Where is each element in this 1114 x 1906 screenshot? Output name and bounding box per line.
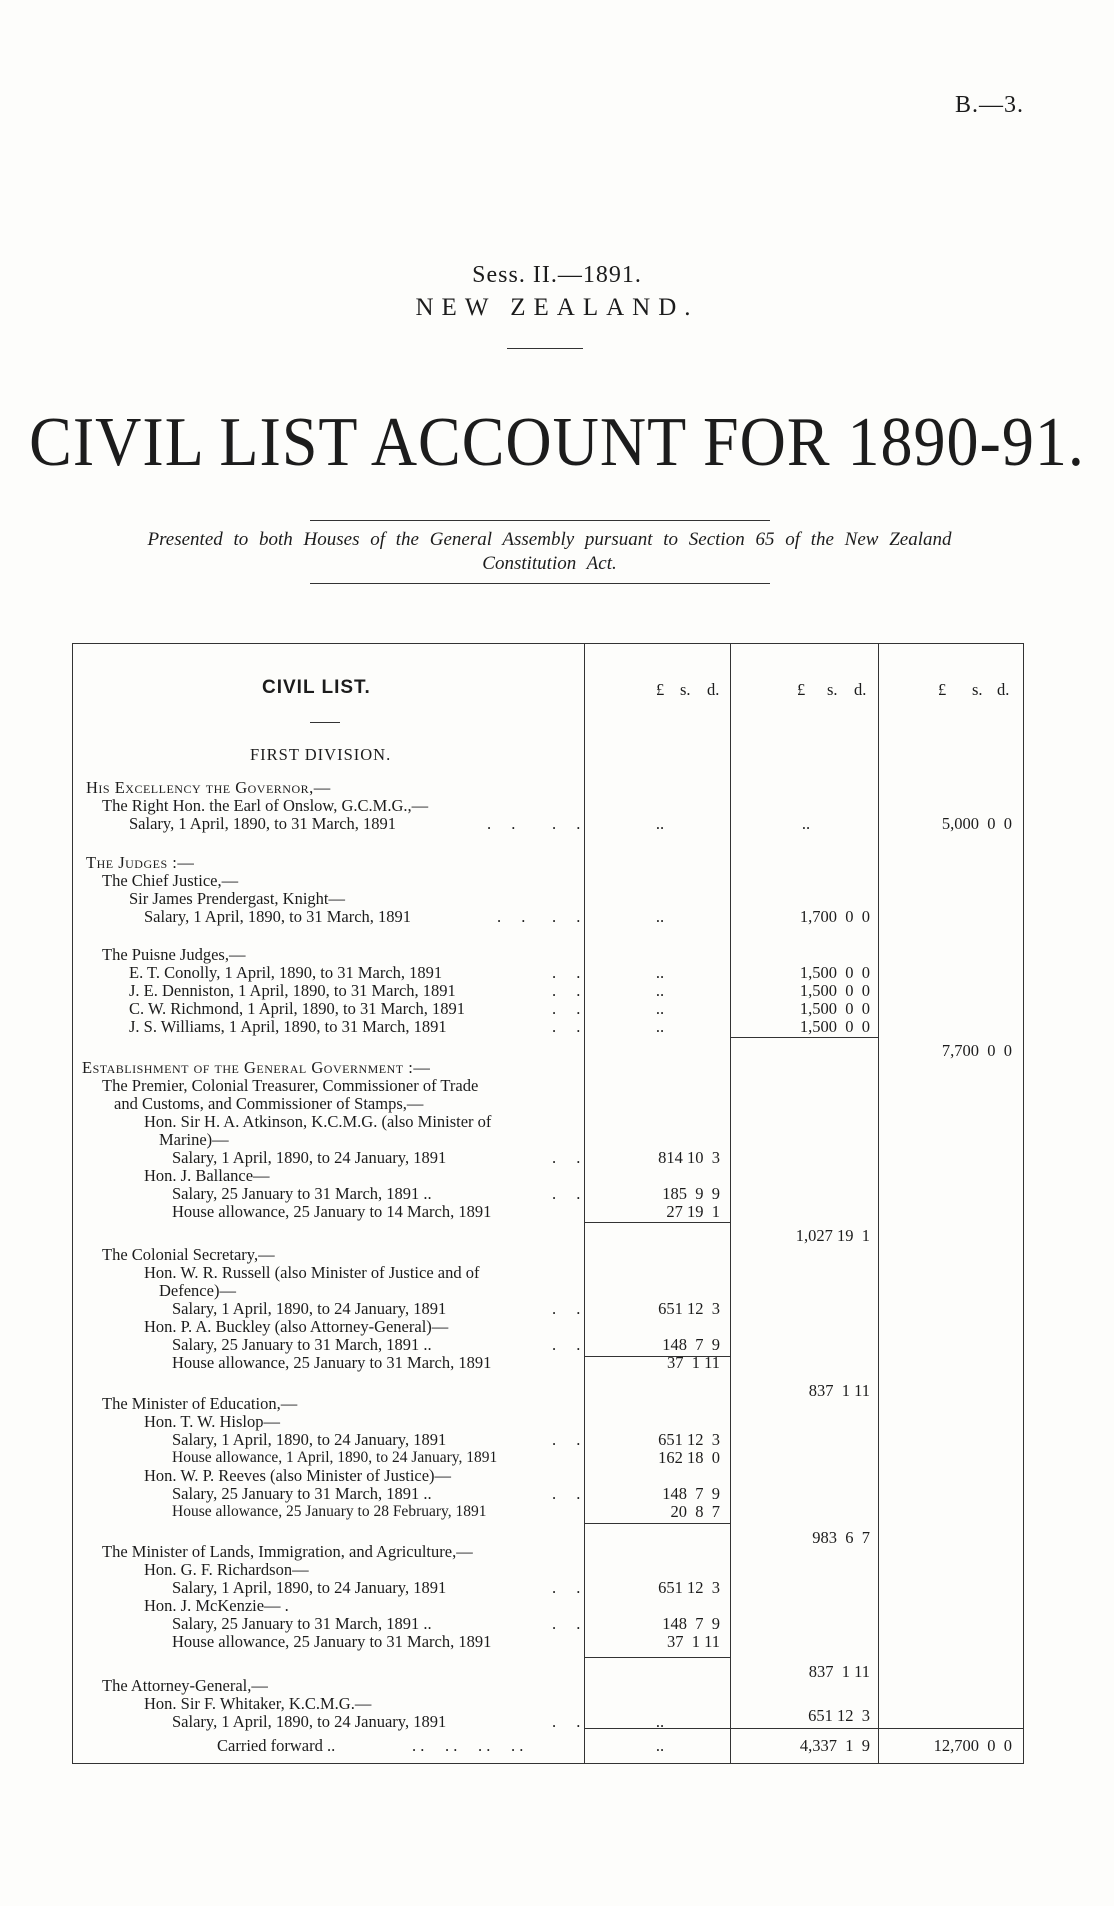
governor-name: The Right Hon. the Earl of Onslow, G.C.M.G.,— <box>102 796 429 815</box>
attorney-p1-name: Hon. Sir F. Whitaker, K.C.M.G.— <box>144 1694 372 1713</box>
rule-judges-end <box>731 1037 878 1038</box>
table-left-rule <box>72 643 73 1764</box>
rule-carried-col3 <box>879 1728 1023 1729</box>
education-p2-house-amount: 20 8 7 <box>670 1502 720 1521</box>
governor-col2: .. <box>801 814 811 833</box>
puisne-title: The Puisne Judges,— <box>102 945 246 964</box>
education-p2-salary: Salary, 25 January to 31 March, 1891 .. <box>172 1484 432 1503</box>
session-line: Sess. II.—1891. <box>472 262 642 288</box>
lands-total: 837 1 11 <box>808 1662 870 1681</box>
chief-justice-title: The Chief Justice,— <box>102 871 239 890</box>
education-p2-name: Hon. W. P. Reeves (also Minister of Justice)— <box>144 1466 452 1485</box>
colonial-p2-name: Hon. P. A. Buckley (also Attorney-General)— <box>144 1317 449 1336</box>
education-p1-salary: Salary, 1 April, 1890, to 24 January, 1891 <box>172 1430 447 1449</box>
lands-p2-salary: Salary, 25 January to 31 March, 1891 .. <box>172 1614 432 1633</box>
leader-dots: . . <box>552 1184 589 1203</box>
leader-dots: . . <box>552 999 589 1018</box>
premier-p2-house: House allowance, 25 January to 14 March, 1891 <box>172 1202 492 1221</box>
leader-dots: . . <box>552 1614 589 1633</box>
colonial-p2-house: House allowance, 25 January to 31 March, 1891 <box>172 1353 492 1372</box>
education-p1-salary-amount: 651 12 3 <box>658 1430 720 1449</box>
colonial-p1-name-2: Defence)— <box>159 1281 236 1300</box>
table-bottom-rule <box>72 1763 1024 1764</box>
puisne-judge-2: J. E. Denniston, 1 April, 1890, to 31 March, 1891 <box>129 981 456 1000</box>
governor-col1: .. <box>655 814 665 833</box>
judges-total: 7,700 0 0 <box>941 1041 1012 1060</box>
col2-pence: d. <box>854 680 867 699</box>
premier-title-1: The Premier, Colonial Treasurer, Commissioner of Trade <box>102 1076 479 1095</box>
premier-p1-name-1: Hon. Sir H. A. Atkinson, K.C.M.G. (also Minister of <box>144 1112 492 1131</box>
divider-bottom <box>310 583 770 584</box>
premier-p1-salary: Salary, 1 April, 1890, to 24 January, 1891 <box>172 1148 447 1167</box>
colonial-p2-salary: Salary, 25 January to 31 March, 1891 .. <box>172 1335 432 1354</box>
puisne-2-col1: .. <box>655 981 665 1000</box>
puisne-4-col2: 1,500 0 0 <box>799 1017 870 1036</box>
lands-p1-salary: Salary, 1 April, 1890, to 24 January, 1891 <box>172 1578 447 1597</box>
leader-dots: . . <box>552 1712 589 1731</box>
premier-p1-salary-amount: 814 10 3 <box>658 1148 720 1167</box>
carried-forward-dots: . . . . . . . . <box>412 1736 524 1755</box>
leader-dots: . . <box>552 907 589 926</box>
chief-justice-name: Sir James Prendergast, Knight— <box>129 889 346 908</box>
puisne-3-col2: 1,500 0 0 <box>799 999 870 1018</box>
puisne-1-col1: .. <box>655 963 665 982</box>
leader-dots: . . <box>552 1017 589 1036</box>
governor-col3: 5,000 0 0 <box>941 814 1012 833</box>
document-title: CIVIL LIST ACCOUNT FOR 1890-91. <box>29 402 1085 481</box>
rule-lands-end <box>585 1657 730 1658</box>
premier-p2-salary: Salary, 25 January to 31 March, 1891 .. <box>172 1184 432 1203</box>
leader-dots: . . <box>552 963 589 982</box>
leader-dots: . . <box>552 981 589 1000</box>
leader-dots: . . <box>497 907 534 926</box>
premier-title-2: and Customs, and Commissioner of Stamps,— <box>114 1094 424 1113</box>
chief-justice-col1: .. <box>655 907 665 926</box>
puisne-4-col1: .. <box>655 1017 665 1036</box>
carried-forward-col1: .. <box>655 1736 665 1755</box>
education-total: 983 6 7 <box>812 1528 870 1547</box>
leader-dots: . . <box>552 1578 589 1597</box>
lands-p1-name: Hon. G. F. Richardson— <box>144 1560 309 1579</box>
puisne-judge-3: C. W. Richmond, 1 April, 1890, to 31 March, 1891 <box>129 999 465 1018</box>
leader-dots: . . <box>552 1484 589 1503</box>
colonial-p1-salary-amount: 651 12 3 <box>658 1299 720 1318</box>
puisne-2-col2: 1,500 0 0 <box>799 981 870 1000</box>
puisne-1-col2: 1,500 0 0 <box>799 963 870 982</box>
puisne-judge-4: J. S. Williams, 1 April, 1890, to 31 March, 1891 <box>129 1017 447 1036</box>
education-title: The Minister of Education,— <box>102 1394 298 1413</box>
education-p2-house: House allowance, 25 January to 28 February, 1891 <box>172 1503 487 1520</box>
attorney-col1: .. <box>655 1712 665 1731</box>
colonial-p1-salary: Salary, 1 April, 1890, to 24 January, 1891 <box>172 1299 447 1318</box>
colonial-title: The Colonial Secretary,— <box>102 1245 275 1264</box>
table-top-rule <box>72 643 1024 644</box>
education-p1-house: House allowance, 1 April, 1890, to 24 January, 1891 <box>172 1449 498 1466</box>
presented-line-1: Presented to both Houses of the General Assembly pursuant to Section 65 of the New Zealand <box>147 529 952 550</box>
col1-pence: d. <box>707 680 720 699</box>
col1-shilling: s. <box>680 680 691 699</box>
premier-total: 1,027 19 1 <box>795 1226 870 1245</box>
country-line: NEW ZEALAND. <box>415 294 699 321</box>
education-p1-house-amount: 162 18 0 <box>658 1448 720 1467</box>
leader-dots: . . <box>552 1335 589 1354</box>
governor-head: His Excellency the Governor,— <box>86 778 331 797</box>
puisne-judge-1: E. T. Conolly, 1 April, 1890, to 31 March, 1891 <box>129 963 443 982</box>
lands-p2-salary-amount: 148 7 9 <box>662 1614 720 1633</box>
lands-p1-salary-amount: 651 12 3 <box>658 1578 720 1597</box>
page-reference: B.—3. <box>954 92 1024 118</box>
table-right-rule <box>1023 643 1024 1764</box>
civil-list-table <box>72 643 1024 1764</box>
divider-short <box>507 348 583 349</box>
col3-shilling: s. <box>972 680 983 699</box>
divider-top <box>310 520 770 521</box>
premier-p2-house-amount: 27 19 1 <box>666 1202 720 1221</box>
carried-forward-col3: 12,700 0 0 <box>933 1736 1012 1755</box>
column-rule-3 <box>878 643 879 1764</box>
colonial-total: 837 1 11 <box>808 1381 870 1400</box>
rule-premier-end <box>585 1222 730 1223</box>
premier-p2-salary-amount: 185 9 9 <box>662 1184 720 1203</box>
heading-dash <box>310 722 340 723</box>
table-heading: CIVIL LIST. <box>262 677 371 698</box>
lands-p2-house-amount: 37 1 11 <box>666 1632 720 1651</box>
leader-dots: . . <box>552 1430 589 1449</box>
attorney-p1-salary: Salary, 1 April, 1890, to 24 January, 1891 <box>172 1712 447 1731</box>
leader-dots: . . <box>552 1148 589 1167</box>
colonial-p1-name-1: Hon. W. R. Russell (also Minister of Justice and of <box>144 1263 480 1282</box>
chief-justice-salary: Salary, 1 April, 1890, to 31 March, 1891 <box>144 907 412 926</box>
presented-note <box>72 528 1027 576</box>
leader-dots: . . <box>552 814 589 833</box>
chief-justice-col2: 1,700 0 0 <box>799 907 870 926</box>
rule-education-end <box>585 1523 730 1524</box>
presented-line-2: Constitution Act. <box>482 553 617 574</box>
puisne-3-col1: .. <box>655 999 665 1018</box>
colonial-p2-house-amount: 37 1 11 <box>666 1353 720 1372</box>
leader-dots: . . <box>552 1299 589 1318</box>
col1-pound: £ <box>656 680 665 699</box>
lands-p2-name: Hon. J. McKenzie— . <box>144 1596 289 1615</box>
premier-p2-name: Hon. J. Ballance— <box>144 1166 270 1185</box>
governor-salary: Salary, 1 April, 1890, to 31 March, 1891 <box>129 814 397 833</box>
column-rule-2 <box>730 643 731 1764</box>
establishment-head: Establishment of the General Government :— <box>82 1058 431 1077</box>
attorney-col2: 651 12 3 <box>808 1706 870 1725</box>
lands-title: The Minister of Lands, Immigration, and Agriculture,— <box>102 1542 473 1561</box>
carried-forward-col2: 4,337 1 9 <box>799 1736 870 1755</box>
judges-head: The Judges :— <box>86 853 195 872</box>
col3-pence: d. <box>997 680 1010 699</box>
lands-p2-house: House allowance, 25 January to 31 March, 1891 <box>172 1632 492 1651</box>
attorney-title: The Attorney-General,— <box>102 1676 268 1695</box>
premier-p1-name-2: Marine)— <box>159 1130 229 1149</box>
col2-pound: £ <box>797 680 806 699</box>
rule-carried-col2 <box>731 1728 878 1729</box>
education-p2-salary-amount: 148 7 9 <box>662 1484 720 1503</box>
carried-forward-label: Carried forward .. <box>217 1736 336 1755</box>
colonial-p2-salary-amount: 148 7 9 <box>662 1335 720 1354</box>
col2-shilling: s. <box>827 680 838 699</box>
col3-pound: £ <box>938 680 947 699</box>
division-title: FIRST DIVISION. <box>250 745 392 764</box>
leader-dots: . . <box>487 814 524 833</box>
education-p1-name: Hon. T. W. Hislop— <box>144 1412 280 1431</box>
